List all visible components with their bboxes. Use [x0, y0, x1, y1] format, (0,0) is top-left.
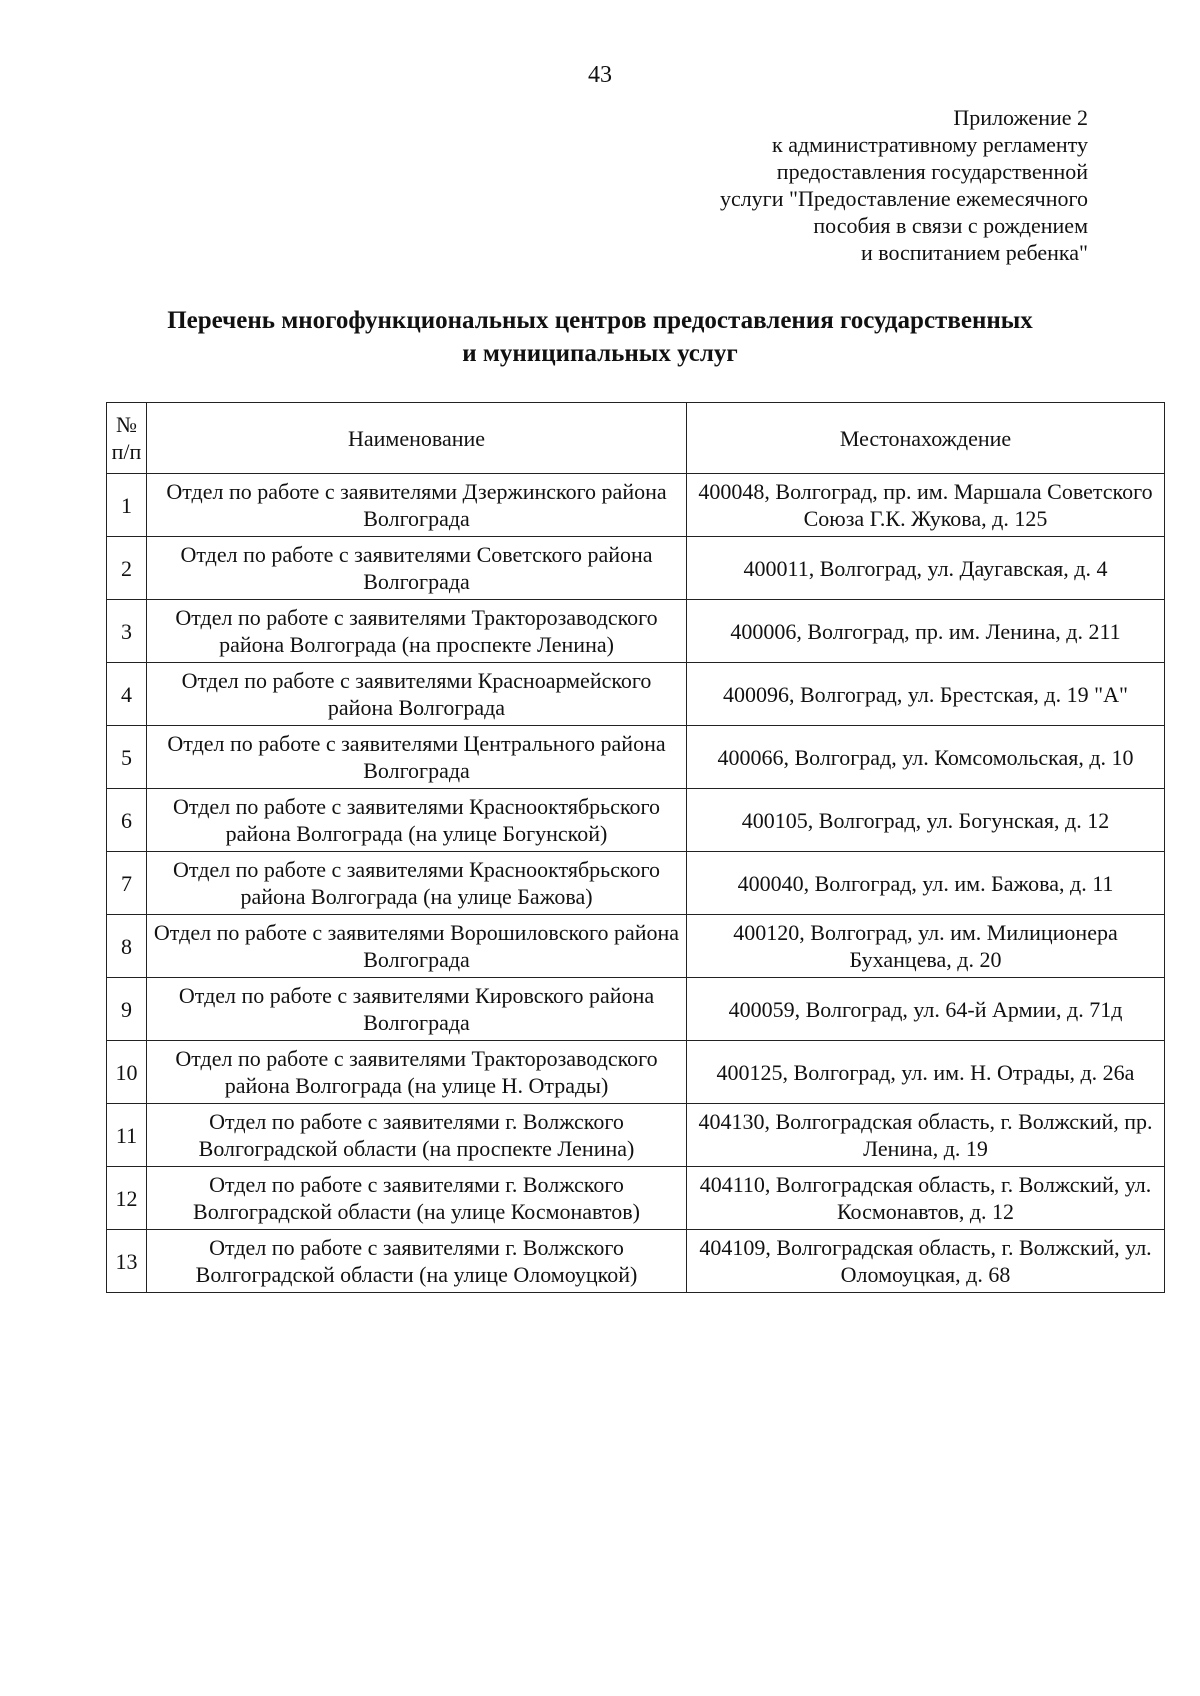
- appendix-line: Приложение 2: [953, 105, 1088, 130]
- header-name: Наименование: [147, 403, 687, 474]
- row-number: 8: [107, 915, 147, 978]
- row-name: Отдел по работе с заявителями Краснооктябрьского района Волгограда (на улице Богунской): [147, 789, 687, 852]
- row-number: 5: [107, 726, 147, 789]
- table-body: [107, 474, 1165, 1293]
- row-number: 3: [107, 600, 147, 663]
- document-title: [0, 304, 1200, 370]
- row-name: Отдел по работе с заявителями Тракторозаводского района Волгограда (на проспекте Ленина): [147, 600, 687, 663]
- appendix-line: и воспитанием ребенка": [860, 240, 1088, 265]
- row-location: 404130, Волгоградская область, г. Волжский, пр. Ленина, д. 19: [687, 1104, 1165, 1167]
- row-location: 400125, Волгоград, ул. им. Н. Отрады, д. 26а: [687, 1041, 1165, 1104]
- table-row: [107, 663, 1165, 726]
- row-location: 400120, Волгоград, ул. им. Милиционера Буханцева, д. 20: [687, 915, 1165, 978]
- row-number: 11: [107, 1104, 147, 1167]
- row-name: Отдел по работе с заявителями Советского района Волгограда: [147, 537, 687, 600]
- row-location: 400059, Волгоград, ул. 64-й Армии, д. 71д: [687, 978, 1165, 1041]
- row-name: Отдел по работе с заявителями Дзержинского района Волгограда: [147, 474, 687, 537]
- row-location: 404110, Волгоградская область, г. Волжский, ул. Космонавтов, д. 12: [687, 1167, 1165, 1230]
- row-location: 400105, Волгоград, ул. Богунская, д. 12: [687, 789, 1165, 852]
- row-name: Отдел по работе с заявителями г. Волжского Волгоградской области (на проспекте Ленина): [147, 1104, 687, 1167]
- table-row: [107, 915, 1165, 978]
- table-row: [107, 852, 1165, 915]
- row-location: 404109, Волгоградская область, г. Волжский, ул. Оломоуцкая, д. 68: [687, 1230, 1165, 1293]
- row-location: 400040, Волгоград, ул. им. Бажова, д. 11: [687, 852, 1165, 915]
- row-number: 6: [107, 789, 147, 852]
- row-location: 400011, Волгоград, ул. Даугавская, д. 4: [687, 537, 1165, 600]
- appendix-line: пособия в связи с рождением: [813, 213, 1088, 238]
- mfc-table: [106, 402, 1165, 1293]
- title-line: и муниципальных услуг: [462, 340, 738, 367]
- table-row: [107, 474, 1165, 537]
- table-row: [107, 537, 1165, 600]
- row-name: Отдел по работе с заявителями Кировского района Волгограда: [147, 978, 687, 1041]
- row-number: 7: [107, 852, 147, 915]
- appendix-line: к административному регламенту: [772, 132, 1088, 157]
- row-number: 13: [107, 1230, 147, 1293]
- table-row: [107, 1104, 1165, 1167]
- row-location: 400096, Волгоград, ул. Брестская, д. 19 "А": [687, 663, 1165, 726]
- title-line: Перечень многофункциональных центров предоставления государственных: [167, 307, 1033, 334]
- table-row: [107, 789, 1165, 852]
- table-row: [107, 600, 1165, 663]
- page-number: 43: [588, 62, 612, 88]
- row-number: 10: [107, 1041, 147, 1104]
- row-location: 400048, Волгоград, пр. им. Маршала Советского Союза Г.К. Жукова, д. 125: [687, 474, 1165, 537]
- table-row: [107, 1041, 1165, 1104]
- appendix-note: [720, 104, 1088, 266]
- header-location: Местонахождение: [687, 403, 1165, 474]
- row-number: 2: [107, 537, 147, 600]
- row-number: 1: [107, 474, 147, 537]
- row-name: Отдел по работе с заявителями г. Волжского Волгоградской области (на улице Космонавтов): [147, 1167, 687, 1230]
- row-name: Отдел по работе с заявителями Ворошиловского района Волгограда: [147, 915, 687, 978]
- row-number: 4: [107, 663, 147, 726]
- table-row: [107, 1230, 1165, 1293]
- table-row: [107, 1167, 1165, 1230]
- appendix-line: услуги "Предоставление ежемесячного: [719, 186, 1088, 211]
- row-name: Отдел по работе с заявителями Тракторозаводского района Волгограда (на улице Н. Отрады): [147, 1041, 687, 1104]
- row-number: 9: [107, 978, 147, 1041]
- row-name: Отдел по работе с заявителями Краснооктябрьского района Волгограда (на улице Бажова): [147, 852, 687, 915]
- row-name: Отдел по работе с заявителями г. Волжского Волгоградской области (на улице Оломоуцкой): [147, 1230, 687, 1293]
- table-header-row: [107, 403, 1165, 474]
- appendix-line: предоставления государственной: [776, 159, 1088, 184]
- header-number: № п/п: [107, 403, 147, 474]
- row-name: Отдел по работе с заявителями Красноармейского района Волгограда: [147, 663, 687, 726]
- row-location: 400066, Волгоград, ул. Комсомольская, д. 10: [687, 726, 1165, 789]
- row-location: 400006, Волгоград, пр. им. Ленина, д. 211: [687, 600, 1165, 663]
- table-row: [107, 978, 1165, 1041]
- row-name: Отдел по работе с заявителями Центрального района Волгограда: [147, 726, 687, 789]
- table-row: [107, 726, 1165, 789]
- row-number: 12: [107, 1167, 147, 1230]
